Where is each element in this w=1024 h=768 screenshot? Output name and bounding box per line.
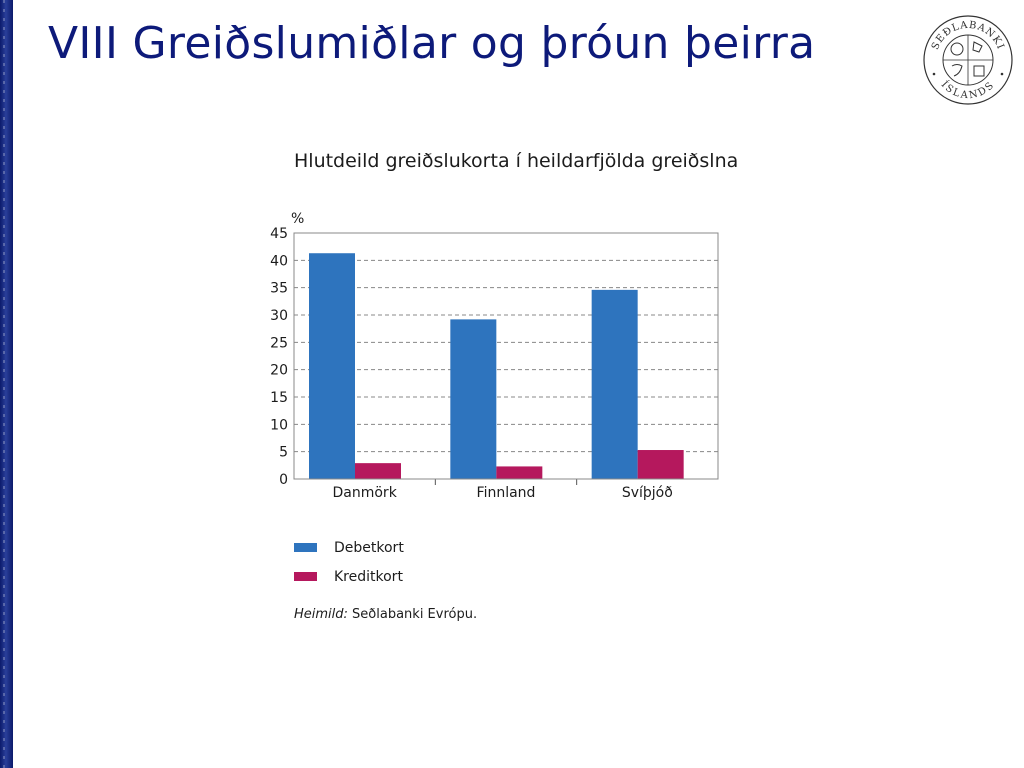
y-tick-label: 10 bbox=[270, 417, 288, 434]
source-label: Heimild: bbox=[294, 607, 348, 622]
y-tick-label: 20 bbox=[270, 362, 288, 379]
y-tick-label: 0 bbox=[279, 472, 288, 488]
y-tick-label: 40 bbox=[270, 253, 288, 270]
bar-debetkort-1 bbox=[450, 319, 496, 479]
y-tick-label: 25 bbox=[270, 335, 288, 352]
legend-label-kreditkort: Kreditkort bbox=[334, 568, 403, 585]
bar-debetkort-2 bbox=[592, 290, 638, 479]
logo-text-top: SEÐLABANKI bbox=[929, 19, 1007, 52]
bar-chart bbox=[255, 205, 735, 505]
bar-kreditkort-2 bbox=[638, 450, 684, 479]
y-axis-unit-label: % bbox=[291, 211, 305, 227]
y-tick-label: 15 bbox=[270, 390, 288, 406]
x-category-label: Svíþjóð bbox=[621, 485, 673, 501]
x-category-label: Danmörk bbox=[332, 485, 397, 501]
left-decorative-bar bbox=[0, 0, 13, 768]
sedlabanki-seal-icon bbox=[922, 14, 1014, 106]
legend-swatch-kreditkort bbox=[294, 572, 317, 581]
chart-legend bbox=[294, 533, 404, 591]
bar-kreditkort-1 bbox=[496, 466, 542, 479]
legend-item-debetkort bbox=[294, 533, 404, 562]
source-note bbox=[294, 607, 477, 622]
bar-kreditkort-0 bbox=[355, 463, 401, 479]
logo-text-bottom: ÍSLANDS bbox=[938, 79, 998, 102]
source-text: Seðlabanki Evrópu. bbox=[352, 607, 478, 622]
slide-title: VIII Greiðslumiðlar og þróun þeirra bbox=[48, 18, 816, 69]
chart-title: Hlutdeild greiðslukorta í heildarfjölda greiðslna bbox=[294, 150, 739, 172]
y-tick-label: 5 bbox=[279, 444, 288, 461]
legend-label-debetkort: Debetkort bbox=[334, 539, 404, 556]
plot-frame bbox=[294, 233, 718, 479]
legend-swatch-debetkort bbox=[294, 543, 317, 552]
y-tick-label: 35 bbox=[270, 280, 288, 297]
x-category-label: Finnland bbox=[476, 485, 536, 501]
y-tick-label: 45 bbox=[270, 226, 288, 242]
legend-item-kreditkort bbox=[294, 562, 404, 591]
y-tick-label: 30 bbox=[270, 308, 288, 324]
bar-debetkort-0 bbox=[309, 253, 355, 479]
